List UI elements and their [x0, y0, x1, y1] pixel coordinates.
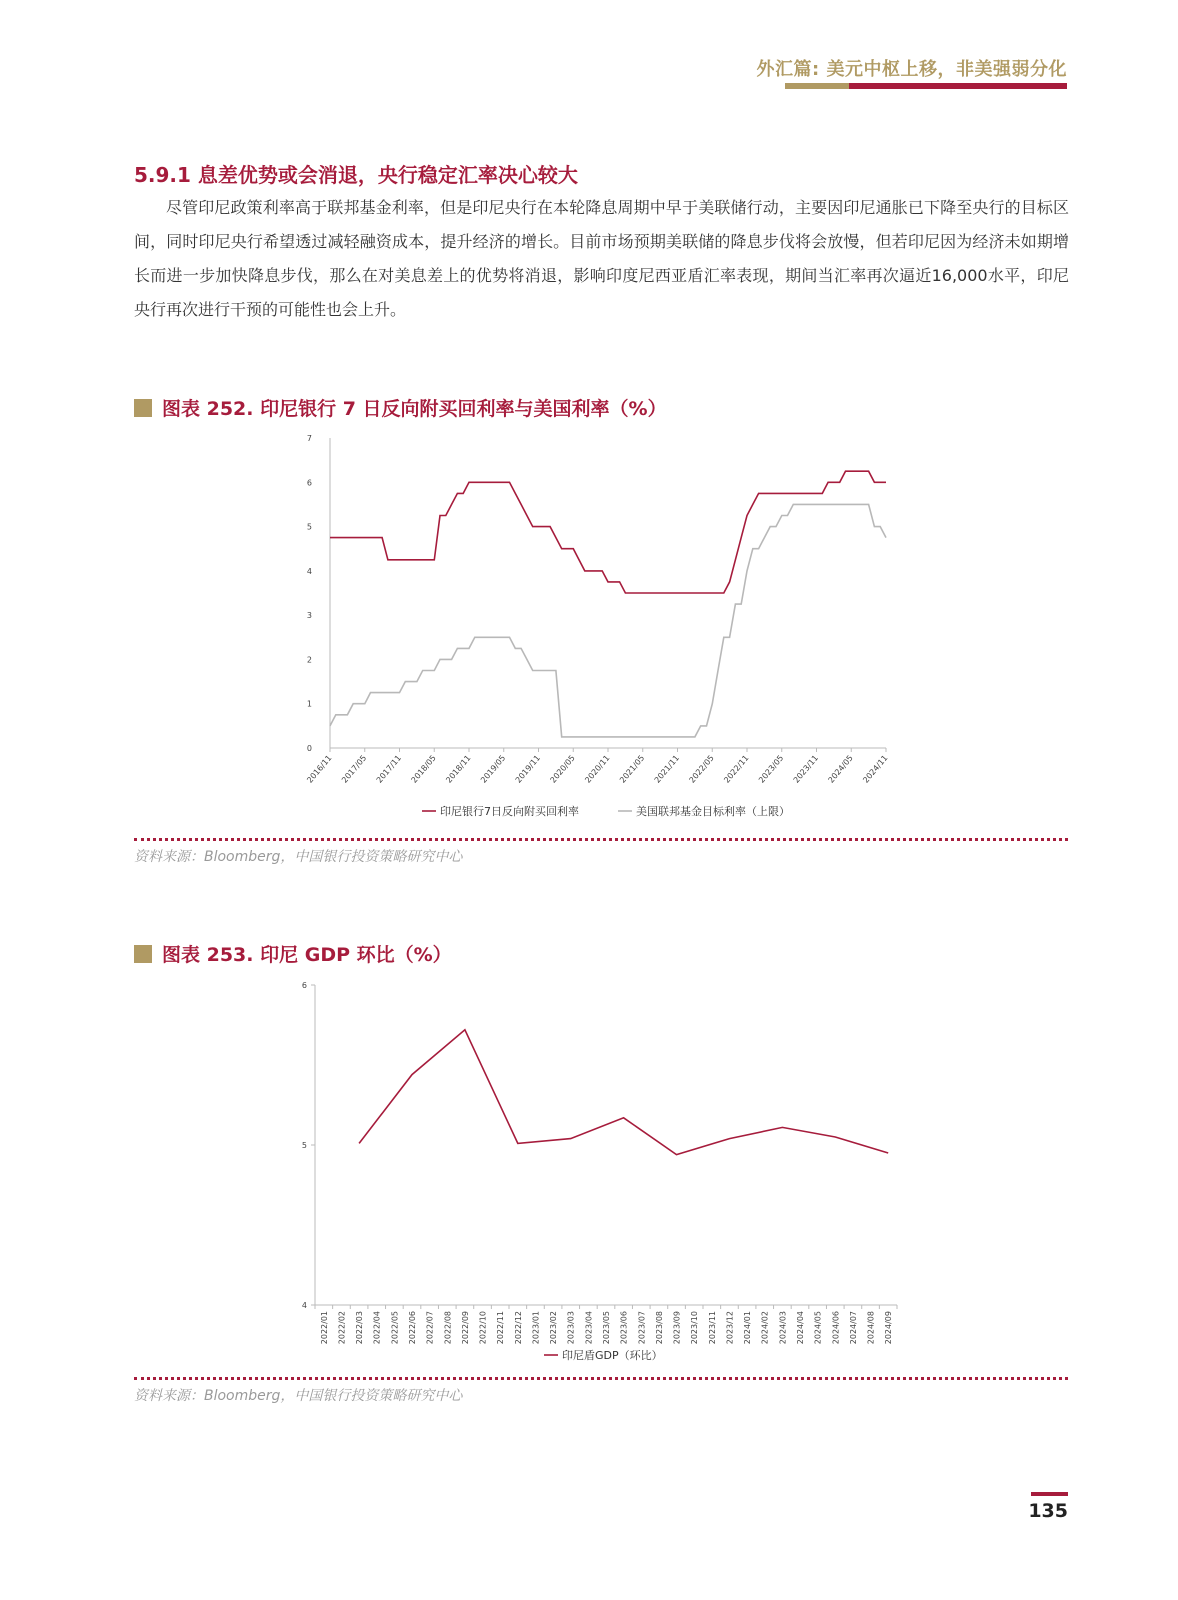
- figure-253-divider: [134, 1377, 1068, 1380]
- x-tick-label: 2023/06: [619, 1311, 629, 1345]
- figure-252-title: [134, 394, 667, 421]
- y-tick-label: 1: [306, 699, 312, 709]
- x-tick-label: 2021/11: [652, 753, 682, 785]
- x-tick-label: 2023/05: [757, 753, 786, 785]
- y-tick-label: 7: [306, 434, 312, 443]
- x-tick-label: 2022/07: [425, 1311, 435, 1345]
- x-tick-label: 2023/09: [672, 1311, 682, 1345]
- x-tick-label: 2021/05: [618, 753, 647, 785]
- x-tick-label: 2022/04: [372, 1311, 382, 1345]
- x-tick-label: 2022/11: [722, 753, 751, 785]
- y-tick-label: 6: [301, 981, 307, 990]
- x-tick-label: 2020/11: [583, 753, 612, 785]
- x-tick-label: 2024/11: [861, 753, 890, 785]
- x-tick-label: 2024/08: [866, 1311, 876, 1345]
- figure-253-title: [134, 940, 452, 967]
- figure-252-title-text: 图表 252. 印尼银行 7 日反向附买回利率与美国利率（%）: [162, 398, 667, 420]
- y-tick-label: 3: [306, 611, 312, 621]
- x-tick-label: 2023/08: [654, 1311, 664, 1345]
- x-tick-label: 2020/05: [548, 753, 577, 785]
- x-tick-label: 2024/06: [831, 1311, 841, 1345]
- y-tick-label: 6: [306, 478, 312, 488]
- x-tick-label: 2023/11: [791, 753, 821, 785]
- y-tick-label: 5: [301, 1141, 307, 1150]
- chart-gdp: [0, 975, 1178, 1370]
- x-tick-label: 2019/05: [479, 753, 508, 785]
- legend-label: 美国联邦基金目标利率（上限）: [636, 805, 790, 818]
- header-title: 外汇篇: 美元中枢上移，非美强弱分化: [756, 59, 1067, 80]
- x-tick-label: 2022/08: [443, 1311, 453, 1345]
- x-tick-label: 2022/03: [355, 1311, 365, 1345]
- series-line-indonesia-gdp: [359, 1030, 888, 1155]
- x-tick-label: 2016/11: [305, 753, 334, 785]
- x-tick-label: 2022/05: [390, 1311, 400, 1345]
- section-title: 5.9.1 息差优势或会消退，央行稳定汇率决心较大: [134, 163, 578, 187]
- figure-252-divider: [134, 838, 1068, 841]
- x-tick-label: 2024/04: [796, 1311, 805, 1345]
- x-tick-label: 2023/05: [602, 1311, 611, 1345]
- figure-253-source: 资料来源：Bloomberg，中国银行投资策略研究中心: [134, 1388, 463, 1404]
- series-line-indonesia-repo: [330, 471, 886, 593]
- legend-label: 印尼银行7日反向附买回利率: [440, 805, 579, 818]
- x-tick-label: 2024/01: [743, 1311, 753, 1345]
- header-bar-red: [849, 83, 1067, 89]
- page-number: 135: [1028, 1500, 1068, 1522]
- y-tick-label: 2: [306, 655, 312, 665]
- x-tick-label: 2023/03: [566, 1311, 576, 1345]
- legend-label: 印尼盾GDP（环比）: [562, 1349, 663, 1362]
- y-tick-label: 0: [306, 744, 312, 753]
- x-tick-label: 2023/01: [531, 1311, 541, 1345]
- chart-policy-rates: [0, 430, 1178, 830]
- figure-252-source: 资料来源：Bloomberg，中国银行投资策略研究中心: [134, 849, 463, 865]
- y-tick-label: 5: [306, 522, 312, 532]
- x-tick-label: 2024/05: [826, 753, 855, 785]
- x-tick-label: 2022/12: [513, 1311, 523, 1345]
- x-tick-label: 2022/02: [337, 1311, 347, 1345]
- y-tick-label: 4: [306, 566, 312, 576]
- figure-253-title-text: 图表 253. 印尼 GDP 环比（%）: [162, 944, 452, 966]
- x-tick-label: 2023/10: [690, 1311, 700, 1345]
- x-tick-label: 2023/02: [549, 1311, 559, 1345]
- page-number-bar: [1031, 1492, 1068, 1496]
- y-tick-label: 4: [301, 1301, 307, 1310]
- x-tick-label: 2017/05: [340, 753, 369, 785]
- x-tick-label: 2022/10: [478, 1311, 488, 1345]
- x-tick-label: 2022/06: [408, 1311, 417, 1345]
- x-tick-label: 2023/07: [637, 1311, 647, 1345]
- series-line-us-fed-funds: [330, 504, 886, 737]
- x-tick-label: 2024/03: [778, 1311, 788, 1345]
- x-tick-label: 2018/05: [409, 753, 438, 785]
- header-bar-gold: [785, 83, 849, 89]
- x-tick-label: 2023/11: [707, 1311, 717, 1345]
- x-tick-label: 2023/12: [725, 1311, 735, 1345]
- figure-marker: [134, 399, 152, 417]
- x-tick-label: 2022/05: [687, 753, 716, 785]
- x-tick-label: 2022/09: [460, 1311, 470, 1345]
- x-tick-label: 2024/02: [760, 1311, 770, 1345]
- x-tick-label: 2022/01: [319, 1311, 329, 1345]
- x-tick-label: 2019/11: [513, 753, 543, 785]
- x-tick-label: 2018/11: [444, 753, 473, 785]
- body-paragraph: 尽管印尼政策利率高于联邦基金利率，但是印尼央行在本轮降息周期中早于美联储行动，主要因印尼通胀已下降至央行的目标区间，同时印尼央行希望透过减轻融资成本，提升经济的增长。目前市场预期美联储的降息步伐将会放慢，但若印尼因为经济未如期增长而进一步加快降息步伐，那么在对美息差上的优势将消退，影响印度尼西亚盾汇率表现，期间当汇率再次逼近16,000水平，印尼央行再次进行干预的可能性也会上升。: [134, 198, 1069, 319]
- x-tick-label: 2024/09: [884, 1311, 894, 1345]
- figure-marker: [134, 945, 152, 963]
- x-tick-label: 2022/11: [496, 1311, 506, 1345]
- x-tick-label: 2024/07: [848, 1311, 858, 1345]
- x-tick-label: 2024/05: [813, 1311, 823, 1345]
- x-tick-label: 2023/04: [584, 1311, 594, 1345]
- x-tick-label: 2017/11: [374, 753, 404, 785]
